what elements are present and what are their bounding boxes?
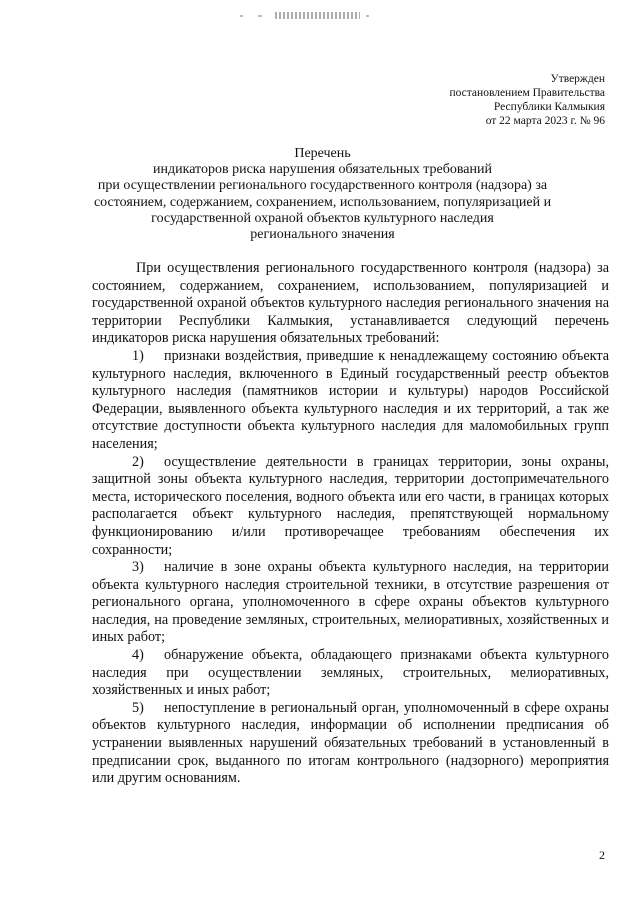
approval-line: Утвержден	[550, 73, 605, 85]
item-number: 4)	[132, 647, 144, 664]
title-line: регионального значения	[250, 227, 395, 243]
page-number: 2	[599, 848, 605, 862]
item-text: непоступление в региональный орган, уполномоченный в сфере охраны объектов культурного наследия, информации об исполнении предписания об устранении выявленных нарушений обязательных требований в установленный в предписании срок, выданного по итогам контрольного (надзорного) мероприятия или другим основаниям.	[92, 699, 609, 787]
item-number: 2)	[132, 453, 144, 470]
title-line: индикаторов риска нарушения обязательных требований	[153, 162, 492, 178]
item-text: признаки воздействия, приведшие к ненадлежащему состоянию объекта культурного наследия, включенного в Единый государственный реестр объектов культурного наследия (памятников истории и культуры) народов Российской Федерации, выявленного объекта культурного наследия и их территорий, а так же отсутствие доступности объекта культурного наследия для маломобильных групп населения;	[92, 347, 609, 452]
item-number: 1)	[132, 347, 144, 364]
list-item	[92, 647, 609, 700]
approval-line: Республики Калмыкия	[493, 101, 605, 113]
title-line: государственной охраной объектов культурного наследия	[151, 210, 494, 226]
scan-mark	[275, 12, 360, 19]
item-number: 3)	[132, 559, 144, 576]
scan-dot	[258, 15, 262, 17]
document-title	[85, 146, 560, 243]
item-text: наличие в зоне охраны объекта культурного наследия, на территории объекта культурного наследия строительной техники, в отсутствие разрешения от регионального органа, уполномоченного в сфере охраны объектов культурного наследия, на проведение земляных, строительных, мелиоративных, хозяйственных и иных работ;	[92, 559, 609, 646]
item-number: 5)	[132, 699, 144, 716]
document-body	[92, 260, 609, 788]
title-line: состоянием, содержанием, сохранением, использованием, популяризацией и	[93, 194, 552, 210]
list-item	[92, 559, 609, 647]
list-item	[92, 454, 609, 560]
intro-paragraph: При осуществления регионального государственного контроля (надзора) за состоянием, содержанием, сохранением, использованием, популяризацией и государственной охраной объектов культурного наследия регионального значения на территории Республики Калмыкия, устанавливается следующий перечень индикаторов риска нарушения обязательных требований:	[92, 260, 609, 347]
scan-dot	[240, 15, 243, 17]
list-item	[92, 348, 609, 454]
scan-dot	[366, 15, 369, 17]
approval-block	[449, 72, 605, 128]
item-text: обнаружение объекта, обладающего признаками объекта культурного наследия при осуществлении земляных, строительных, мелиоративных, хозяйственных и иных работ;	[92, 647, 609, 699]
approval-line: от 22 марта 2023 г. № 96	[485, 115, 605, 127]
title-line: при осуществлении регионального государственного контроля (надзора) за	[97, 178, 548, 194]
item-text: осуществление деятельности в границах территории, зоны охраны, защитной зоны объекта культурного наследия, территории достопримечательного места, исторического поселения, водного объекта или его части, в границах которых располагается объект культурного наследия, препятствующей нормальному функционированию и/или противоречащее требованиям обеспечения их сохранности;	[92, 453, 609, 558]
title-line: Перечень	[294, 146, 351, 161]
list-item	[92, 700, 609, 788]
approval-line: постановлением Правительства	[449, 87, 605, 99]
